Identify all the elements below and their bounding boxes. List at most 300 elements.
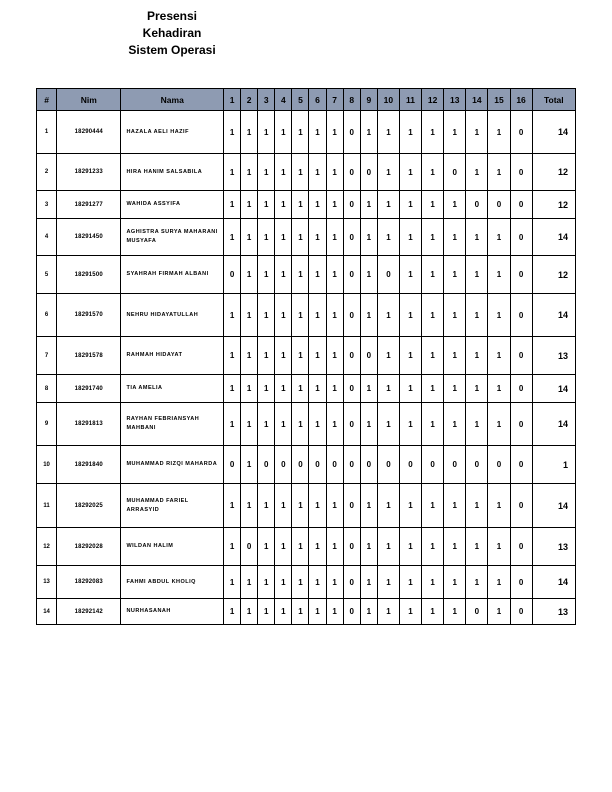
header-session: 15 (488, 89, 510, 111)
attendance-cell: 1 (488, 599, 510, 625)
header-session: 14 (466, 89, 488, 111)
attendance-cell: 0 (241, 528, 258, 566)
attendance-cell: 1 (360, 528, 377, 566)
attendance-cell: 0 (343, 484, 360, 528)
row-number: 2 (37, 154, 57, 191)
attendance-cell: 0 (510, 403, 532, 446)
header-session: 2 (241, 89, 258, 111)
attendance-cell: 0 (343, 566, 360, 599)
attendance-cell: 1 (309, 599, 326, 625)
table-row (37, 403, 576, 446)
attendance-cell: 1 (488, 154, 510, 191)
student-name: FAHMI ABDUL KHOLIQ (121, 566, 224, 599)
attendance-cell: 1 (422, 484, 444, 528)
attendance-cell: 1 (224, 191, 241, 219)
attendance-cell: 1 (258, 219, 275, 256)
attendance-cell: 1 (377, 375, 399, 403)
attendance-cell: 0 (444, 154, 466, 191)
attendance-cell: 1 (292, 337, 309, 375)
attendance-cell: 1 (377, 403, 399, 446)
attendance-cell: 1 (444, 294, 466, 337)
attendance-cell: 0 (326, 446, 343, 484)
table-row (37, 256, 576, 294)
attendance-cell: 0 (510, 566, 532, 599)
attendance-cell: 1 (360, 111, 377, 154)
attendance-cell: 0 (377, 256, 399, 294)
attendance-cell: 1 (444, 528, 466, 566)
student-nim: 18291740 (57, 375, 121, 403)
attendance-cell: 0 (275, 446, 292, 484)
header-row (37, 89, 576, 111)
attendance-cell: 1 (466, 484, 488, 528)
row-number: 7 (37, 337, 57, 375)
table-body (37, 111, 576, 625)
row-number: 4 (37, 219, 57, 256)
attendance-cell: 1 (258, 484, 275, 528)
row-number: 10 (37, 446, 57, 484)
header-total: Total (532, 89, 575, 111)
attendance-cell: 0 (343, 154, 360, 191)
table-row (37, 154, 576, 191)
attendance-cell: 1 (360, 256, 377, 294)
attendance-cell: 0 (466, 446, 488, 484)
table-row (37, 446, 576, 484)
attendance-cell: 1 (360, 566, 377, 599)
attendance-cell: 1 (360, 403, 377, 446)
attendance-cell: 1 (224, 566, 241, 599)
attendance-total: 12 (532, 191, 575, 219)
attendance-cell: 1 (488, 375, 510, 403)
attendance-cell: 1 (275, 154, 292, 191)
attendance-cell: 0 (466, 191, 488, 219)
attendance-cell: 1 (258, 111, 275, 154)
attendance-cell: 1 (488, 219, 510, 256)
attendance-cell: 0 (510, 191, 532, 219)
attendance-cell: 1 (399, 294, 421, 337)
attendance-cell: 1 (275, 256, 292, 294)
attendance-cell: 1 (422, 566, 444, 599)
attendance-cell: 1 (292, 294, 309, 337)
attendance-cell: 1 (258, 154, 275, 191)
attendance-cell: 1 (377, 484, 399, 528)
attendance-cell: 0 (488, 446, 510, 484)
attendance-cell: 1 (258, 403, 275, 446)
table-row (37, 599, 576, 625)
attendance-cell: 0 (360, 337, 377, 375)
attendance-cell: 0 (343, 256, 360, 294)
student-nim: 18291233 (57, 154, 121, 191)
attendance-cell: 1 (309, 375, 326, 403)
attendance-cell: 0 (343, 446, 360, 484)
attendance-cell: 0 (466, 599, 488, 625)
header-session: 7 (326, 89, 343, 111)
attendance-cell: 1 (422, 337, 444, 375)
student-name: NEHRU HIDAYATULLAH (121, 294, 224, 337)
attendance-cell: 1 (399, 219, 421, 256)
attendance-cell: 1 (258, 528, 275, 566)
attendance-cell: 1 (360, 484, 377, 528)
header-session: 9 (360, 89, 377, 111)
attendance-cell: 1 (241, 599, 258, 625)
attendance-cell: 1 (241, 111, 258, 154)
attendance-cell: 1 (258, 256, 275, 294)
attendance-cell: 1 (444, 256, 466, 294)
student-nim: 18291500 (57, 256, 121, 294)
attendance-cell: 1 (275, 111, 292, 154)
attendance-cell: 1 (326, 219, 343, 256)
attendance-cell: 1 (422, 191, 444, 219)
title-line: Presensi (146, 9, 198, 23)
attendance-cell: 1 (466, 337, 488, 375)
attendance-total: 13 (532, 599, 575, 625)
attendance-total: 14 (532, 219, 575, 256)
row-number: 12 (37, 528, 57, 566)
attendance-cell: 1 (241, 337, 258, 375)
student-name: SYAHRAH FIRMAH ALBANI (121, 256, 224, 294)
attendance-cell: 1 (258, 566, 275, 599)
attendance-cell: 0 (343, 528, 360, 566)
student-nim: 18291813 (57, 403, 121, 446)
header-session: 8 (343, 89, 360, 111)
student-nim: 18292028 (57, 528, 121, 566)
student-nim: 18291578 (57, 337, 121, 375)
attendance-cell: 1 (360, 375, 377, 403)
attendance-cell: 1 (275, 294, 292, 337)
attendance-cell: 1 (224, 111, 241, 154)
attendance-cell: 0 (258, 446, 275, 484)
title-line: Kehadiran (142, 26, 202, 40)
attendance-cell: 1 (292, 256, 309, 294)
attendance-cell: 1 (326, 154, 343, 191)
attendance-cell: 0 (510, 528, 532, 566)
attendance-cell: 1 (224, 599, 241, 625)
attendance-cell: 1 (488, 337, 510, 375)
attendance-cell: 1 (224, 294, 241, 337)
attendance-cell: 1 (399, 154, 421, 191)
table-row (37, 566, 576, 599)
attendance-cell: 1 (224, 219, 241, 256)
attendance-cell: 1 (377, 566, 399, 599)
attendance-cell: 1 (241, 219, 258, 256)
attendance-cell: 0 (343, 403, 360, 446)
attendance-cell: 1 (275, 375, 292, 403)
attendance-cell: 1 (241, 154, 258, 191)
attendance-cell: 1 (377, 154, 399, 191)
row-number: 6 (37, 294, 57, 337)
student-nim: 18291277 (57, 191, 121, 219)
attendance-cell: 1 (466, 403, 488, 446)
student-name: RAYHAN FEBRIANSYAH MAHBANI (121, 403, 224, 446)
student-name: WILDAN HALIM (121, 528, 224, 566)
attendance-cell: 1 (241, 191, 258, 219)
attendance-cell: 1 (360, 191, 377, 219)
attendance-cell: 1 (422, 375, 444, 403)
header-session: 16 (510, 89, 532, 111)
attendance-cell: 1 (309, 294, 326, 337)
header-session: 11 (399, 89, 421, 111)
header-session: 1 (224, 89, 241, 111)
attendance-cell: 1 (399, 403, 421, 446)
attendance-cell: 1 (275, 484, 292, 528)
attendance-cell: 1 (422, 219, 444, 256)
attendance-total: 12 (532, 154, 575, 191)
attendance-cell: 1 (466, 111, 488, 154)
attendance-cell: 1 (241, 256, 258, 294)
student-nim: 18290444 (57, 111, 121, 154)
attendance-cell: 1 (309, 337, 326, 375)
attendance-cell: 1 (292, 375, 309, 403)
attendance-cell: 0 (224, 256, 241, 294)
attendance-cell: 0 (510, 256, 532, 294)
attendance-cell: 1 (488, 566, 510, 599)
attendance-total: 14 (532, 375, 575, 403)
attendance-cell: 1 (241, 375, 258, 403)
attendance-table (36, 88, 576, 625)
attendance-cell: 1 (444, 337, 466, 375)
attendance-cell: 1 (466, 256, 488, 294)
attendance-cell: 1 (258, 294, 275, 337)
attendance-cell: 1 (422, 111, 444, 154)
attendance-cell: 1 (241, 566, 258, 599)
attendance-cell: 1 (326, 484, 343, 528)
attendance-cell: 1 (275, 337, 292, 375)
attendance-total: 13 (532, 337, 575, 375)
attendance-cell: 0 (343, 219, 360, 256)
attendance-cell: 1 (377, 294, 399, 337)
attendance-cell: 1 (444, 403, 466, 446)
attendance-cell: 1 (422, 154, 444, 191)
attendance-cell: 1 (488, 528, 510, 566)
attendance-cell: 1 (275, 191, 292, 219)
attendance-cell: 1 (444, 375, 466, 403)
attendance-cell: 0 (510, 294, 532, 337)
student-name: MUHAMMAD RIZQI MAHARDA (121, 446, 224, 484)
row-number: 3 (37, 191, 57, 219)
student-nim: 18291570 (57, 294, 121, 337)
attendance-cell: 1 (326, 191, 343, 219)
attendance-cell: 1 (275, 599, 292, 625)
attendance-cell: 1 (399, 337, 421, 375)
attendance-cell: 1 (444, 219, 466, 256)
student-name: HAZALA AELI HAZIF (121, 111, 224, 154)
header-nim: Nim (57, 89, 121, 111)
attendance-cell: 1 (224, 528, 241, 566)
student-name: TIA AMELIA (121, 375, 224, 403)
attendance-cell: 1 (292, 191, 309, 219)
attendance-total: 12 (532, 256, 575, 294)
attendance-cell: 0 (510, 484, 532, 528)
student-name: NURHASANAH (121, 599, 224, 625)
attendance-cell: 1 (309, 191, 326, 219)
attendance-cell: 1 (377, 191, 399, 219)
attendance-cell: 1 (422, 528, 444, 566)
student-name: MUHAMMAD FARIEL ARRASYID (121, 484, 224, 528)
attendance-cell: 1 (275, 403, 292, 446)
attendance-cell: 1 (241, 484, 258, 528)
attendance-cell: 1 (422, 256, 444, 294)
student-nim: 18291450 (57, 219, 121, 256)
attendance-cell: 1 (444, 111, 466, 154)
attendance-cell: 1 (309, 566, 326, 599)
attendance-cell: 0 (343, 111, 360, 154)
attendance-cell: 1 (292, 566, 309, 599)
attendance-cell: 1 (241, 403, 258, 446)
attendance-cell: 1 (377, 599, 399, 625)
row-number: 14 (37, 599, 57, 625)
attendance-cell: 0 (343, 599, 360, 625)
table-row (37, 219, 576, 256)
attendance-total: 14 (532, 294, 575, 337)
attendance-cell: 0 (510, 446, 532, 484)
attendance-cell: 1 (466, 154, 488, 191)
attendance-cell: 1 (275, 528, 292, 566)
attendance-cell: 1 (377, 111, 399, 154)
attendance-cell: 1 (488, 294, 510, 337)
attendance-cell: 1 (292, 111, 309, 154)
header-session: 6 (309, 89, 326, 111)
document-title (108, 8, 236, 59)
attendance-cell: 1 (224, 484, 241, 528)
table-row (37, 375, 576, 403)
attendance-cell: 0 (444, 446, 466, 484)
table-row (37, 111, 576, 154)
student-nim: 18292025 (57, 484, 121, 528)
row-number: 9 (37, 403, 57, 446)
table-row (37, 191, 576, 219)
table-row (37, 528, 576, 566)
attendance-cell: 1 (399, 111, 421, 154)
header-session: 4 (275, 89, 292, 111)
header-session: 10 (377, 89, 399, 111)
attendance-cell: 0 (510, 599, 532, 625)
student-name: HIRA HANIM SALSABILA (121, 154, 224, 191)
attendance-cell: 1 (326, 566, 343, 599)
attendance-cell: 1 (258, 375, 275, 403)
table-row (37, 484, 576, 528)
attendance-cell: 1 (326, 256, 343, 294)
attendance-cell: 1 (258, 191, 275, 219)
attendance-cell: 1 (326, 375, 343, 403)
attendance-cell: 1 (292, 154, 309, 191)
attendance-cell: 1 (422, 294, 444, 337)
student-nim: 18292142 (57, 599, 121, 625)
attendance-total: 14 (532, 111, 575, 154)
table-row (37, 294, 576, 337)
attendance-cell: 1 (422, 403, 444, 446)
attendance-cell: 1 (258, 337, 275, 375)
attendance-cell: 1 (444, 484, 466, 528)
attendance-cell: 1 (224, 337, 241, 375)
header-session: 5 (292, 89, 309, 111)
attendance-cell: 0 (510, 219, 532, 256)
attendance-cell: 1 (422, 599, 444, 625)
attendance-cell: 1 (399, 191, 421, 219)
attendance-cell: 0 (343, 294, 360, 337)
attendance-total: 1 (532, 446, 575, 484)
attendance-cell: 0 (343, 375, 360, 403)
attendance-cell: 1 (466, 528, 488, 566)
attendance-cell: 1 (309, 219, 326, 256)
attendance-total: 14 (532, 403, 575, 446)
attendance-cell: 1 (326, 337, 343, 375)
attendance-cell: 1 (360, 599, 377, 625)
attendance-cell: 0 (377, 446, 399, 484)
header-no: # (37, 89, 57, 111)
attendance-cell: 1 (377, 337, 399, 375)
header-session: 13 (444, 89, 466, 111)
attendance-cell: 1 (326, 294, 343, 337)
attendance-cell: 0 (510, 111, 532, 154)
attendance-cell: 1 (326, 528, 343, 566)
attendance-cell: 1 (309, 111, 326, 154)
attendance-cell: 1 (399, 566, 421, 599)
attendance-cell: 0 (343, 337, 360, 375)
attendance-cell: 1 (399, 256, 421, 294)
attendance-cell: 0 (309, 446, 326, 484)
attendance-cell: 1 (224, 154, 241, 191)
attendance-cell: 1 (377, 219, 399, 256)
attendance-cell: 0 (510, 337, 532, 375)
row-number: 11 (37, 484, 57, 528)
attendance-cell: 1 (326, 111, 343, 154)
header-session: 12 (422, 89, 444, 111)
attendance-cell: 1 (292, 484, 309, 528)
student-name: WAHIDA ASSYIFA (121, 191, 224, 219)
attendance-cell: 1 (292, 219, 309, 256)
attendance-cell: 1 (488, 484, 510, 528)
attendance-cell: 1 (488, 256, 510, 294)
attendance-total: 13 (532, 528, 575, 566)
attendance-cell: 0 (292, 446, 309, 484)
attendance-cell: 1 (241, 446, 258, 484)
attendance-cell: 1 (241, 294, 258, 337)
attendance-cell: 1 (488, 111, 510, 154)
attendance-cell: 1 (360, 219, 377, 256)
attendance-cell: 0 (360, 446, 377, 484)
attendance-cell: 1 (309, 403, 326, 446)
attendance-cell: 1 (275, 219, 292, 256)
attendance-cell: 1 (275, 566, 292, 599)
attendance-cell: 1 (224, 375, 241, 403)
row-number: 5 (37, 256, 57, 294)
attendance-cell: 1 (258, 599, 275, 625)
attendance-total: 14 (532, 566, 575, 599)
attendance-cell: 1 (444, 566, 466, 599)
attendance-cell: 1 (309, 484, 326, 528)
header-session: 3 (258, 89, 275, 111)
attendance-cell: 1 (326, 403, 343, 446)
attendance-cell: 1 (360, 294, 377, 337)
attendance-cell: 1 (399, 599, 421, 625)
attendance-cell: 1 (292, 599, 309, 625)
attendance-cell: 1 (326, 599, 343, 625)
attendance-cell: 0 (510, 154, 532, 191)
attendance-cell: 1 (399, 375, 421, 403)
attendance-cell: 0 (399, 446, 421, 484)
title-line: Sistem Operasi (128, 43, 216, 57)
attendance-cell: 1 (292, 403, 309, 446)
attendance-cell: 1 (444, 599, 466, 625)
attendance-cell: 0 (360, 154, 377, 191)
attendance-cell: 1 (466, 375, 488, 403)
attendance-cell: 1 (399, 484, 421, 528)
row-number: 8 (37, 375, 57, 403)
attendance-cell: 1 (377, 528, 399, 566)
attendance-cell: 0 (343, 191, 360, 219)
attendance-cell: 1 (488, 403, 510, 446)
attendance-cell: 0 (510, 375, 532, 403)
attendance-cell: 1 (399, 528, 421, 566)
